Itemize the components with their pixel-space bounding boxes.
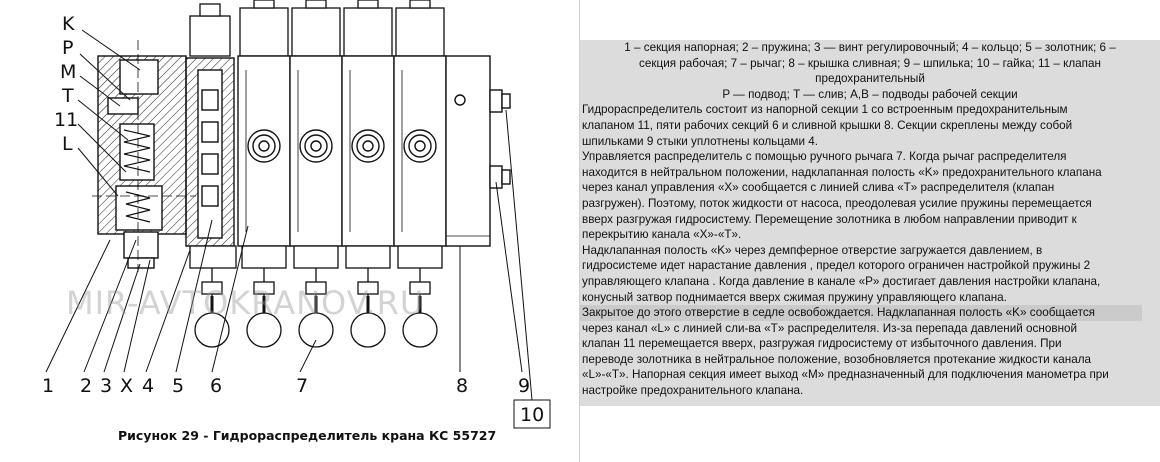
top-fittings — [190, 0, 444, 56]
paragraph-line: управляющего клапана . Когда давление в канале «P» достигает давления настройки клапана, — [582, 274, 1101, 288]
label-10: 10 — [520, 404, 545, 426]
label-6: 6 — [210, 375, 223, 397]
paragraph-line: находится в нейтральном положении, надклапанная полость «K» предохранительного клапана — [582, 165, 1102, 179]
paragraph-line: «L»-«T». Напорная секция имеет выход «M» предназначенный для подключения манометра при — [582, 368, 1109, 382]
paragraph-line: Управляется распределитель с помощью ручного рычага 7. Когда рычаг распределителя — [582, 150, 1067, 164]
paragraph-line: Гидрораспределитель состоит из напорной секции 1 со встроенным предохранительным — [582, 103, 1068, 117]
paragraph-line: гидросистеме идет нарастание давления , предел которого ограничен настройкой пружины 2 — [582, 259, 1091, 273]
label-k: K — [62, 13, 75, 35]
paragraph-line: клапаном 11, пяти рабочих секций 6 и сливной крышки 8. Секции скреплены между собой — [582, 118, 1073, 132]
legend-line: предохранительный — [815, 72, 925, 86]
label-8: 8 — [456, 375, 469, 397]
text-panel — [580, 40, 1160, 406]
label-5: 5 — [172, 375, 185, 397]
label-2: 2 — [80, 375, 93, 397]
legend-line: 1 – секция напорная; 2 – пружина; 3 — винт регулировочный; 4 – кольцо; 5 – золотник; 6 – — [624, 41, 1116, 54]
figure-caption: Рисунок 29 - Гидрораспределитель крана КС 55727 — [118, 428, 497, 443]
pressure-section-drawing — [92, 40, 234, 272]
paragraph-line: через канал «L» с линией сли-ва «T» распределителя. Из-за перепада давлений основной — [582, 321, 1078, 335]
label-4: 4 — [142, 375, 155, 397]
paragraph-line: через канал управления «X» сообщается с линией слива «T» распределителя (клапан — [582, 181, 1055, 195]
paragraph-line: шпильками 9 стыки уплотнены кольцами 4. — [582, 134, 818, 148]
label-1: 1 — [42, 375, 55, 397]
legend-line: P — подвод; T — слив; А,В – подводы рабочей секции — [722, 87, 1018, 101]
paragraph-line: переводе золотника в нейтральное положение, возобновляется протекание жидкости канала — [582, 352, 1092, 366]
paragraph-line: разгружен). Поэтому, поток жидкости от насоса, преодолевая усилие пружины перемещается — [582, 196, 1092, 210]
working-sections — [238, 56, 446, 246]
label-l: L — [62, 133, 73, 155]
paragraph-line: перекрытию канала «X»-«T». — [582, 228, 742, 242]
label-3: 3 — [100, 375, 113, 397]
paragraph-line: Надклапанная полость «K» через демпферное отверстие загружается давлением, в — [582, 243, 1043, 257]
paragraph-line: конусный затвор поднимается вверх сжимая пружину управляющего клапана. — [582, 290, 1007, 304]
paragraph-line: настройке предохранительного клапана. — [582, 384, 804, 398]
label-t: T — [62, 85, 74, 107]
label-11: 11 — [54, 109, 79, 131]
label-9: 9 — [518, 375, 531, 397]
watermark: MIR-AVTOKRANOV.RU — [66, 284, 425, 322]
paragraph-line: вверх разгружая гидросистему. Перемещение золотника в любом направлении приводит к — [582, 212, 1077, 226]
label-m: M — [60, 61, 77, 83]
legend-line: секция рабочая; 7 – рычаг; 8 – крышка сливная; 9 – шпилька; 10 – гайка; 11 – клапан — [639, 56, 1101, 70]
legend-block — [580, 40, 1160, 102]
label-p: P — [62, 37, 74, 59]
label-7: 7 — [296, 375, 309, 397]
paragraph-line-highlighted: Закрытое до этого отверстие в седле освобождается. Надклапанная полость «K» сообщается — [580, 305, 1142, 321]
label-x: X — [120, 375, 134, 397]
description-block — [580, 102, 1160, 398]
paragraph-line: клапан 11 перемещается вверх, разгружая гидросистему от избыточного давления. При — [582, 337, 1062, 351]
